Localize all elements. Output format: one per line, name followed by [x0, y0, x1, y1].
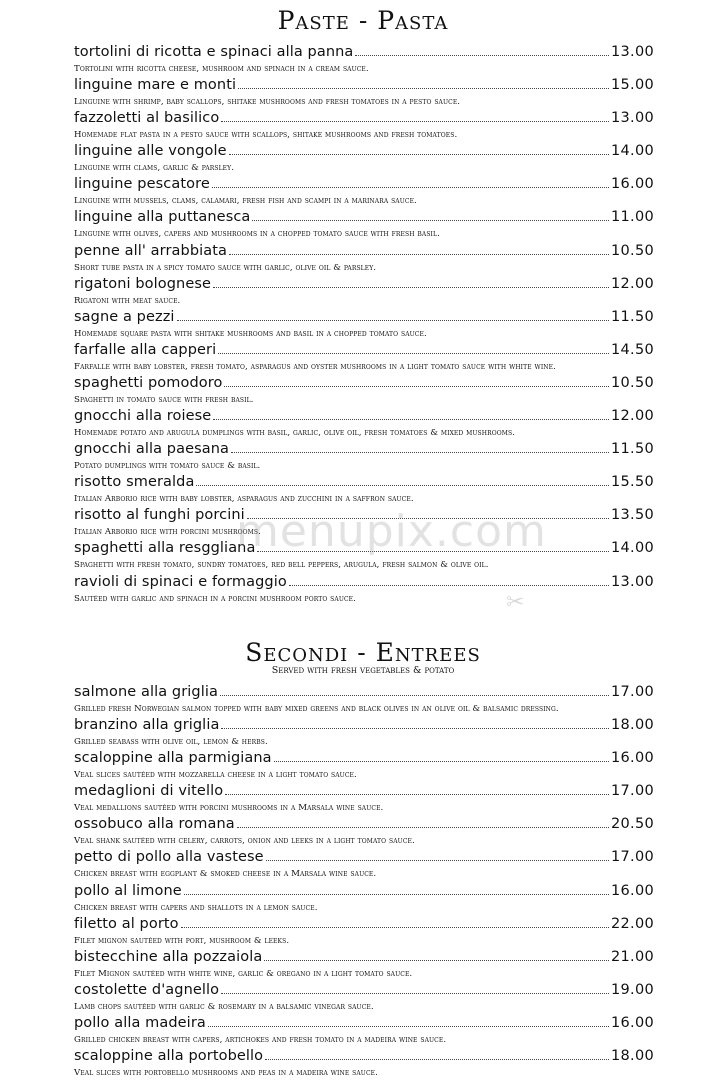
menu-item-line	[74, 1048, 654, 1067]
menu-item-description: Veal slices with portobello mushrooms and peas in a madeira wine sauce.	[74, 1068, 378, 1079]
menu-item-line	[74, 883, 654, 902]
menu-item-price: 14.00	[610, 540, 654, 557]
menu-item-name: fazzoletti al basilico	[74, 110, 220, 127]
menu-item-description: Homemade flat pasta in a pesto sauce with scallops, shitake mushrooms and fresh tomatoes.	[74, 130, 458, 141]
menu-item	[74, 816, 654, 849]
menu-item-price: 15.50	[610, 474, 654, 491]
menu-item-name: linguine mare e monti	[74, 77, 237, 94]
menu-item-description: Homemade potato and arugula dumplings with basil, garlic, olive oil, fresh tomatoes & mixed mushrooms.	[74, 428, 516, 439]
menu-item-description: Tortolini with ricotta cheese, mushroom and spinach in a cream sauce.	[74, 64, 369, 74]
menu-item	[74, 243, 654, 276]
menu-item-name: farfalle alla capperi	[74, 341, 217, 358]
menupix-watermark: menupix.com	[236, 506, 547, 557]
menu-item-description: Potato dumplings with tomato sauce & basil.	[74, 461, 261, 472]
menu-item-price: 20.50	[610, 816, 654, 833]
menu-item-line	[74, 342, 654, 361]
menu-item-line	[74, 143, 654, 162]
menu-item	[74, 982, 654, 1015]
menu-item-description: Homemade square pasta with shitake mushrooms and basil in a chopped tomato sauce.	[74, 328, 427, 339]
menu-item-price: 11.00	[610, 209, 654, 226]
menu-item-name: petto di pollo alla vastese	[74, 849, 264, 866]
dot-leader	[213, 419, 609, 420]
menu-item-description: Chicken breast with capers and shallots in a lemon sauce.	[74, 902, 318, 913]
menu-item-name: pollo alla madeira	[74, 1014, 206, 1031]
menu-item-name: gnocchi alla roiese	[74, 408, 212, 425]
menu-item	[74, 684, 654, 717]
dot-leader	[289, 585, 609, 586]
menu-item-name: linguine alle vongole	[74, 143, 227, 160]
menu-item	[74, 507, 654, 540]
menu-item-price: 16.00	[610, 750, 654, 767]
menu-item	[74, 176, 654, 209]
menu-item-price: 12.00	[610, 275, 654, 292]
menu-item-name: risotto smeralda	[74, 474, 195, 491]
dot-leader	[196, 485, 609, 486]
menu-item-line	[74, 916, 654, 935]
menu-item-line	[74, 574, 654, 593]
menu-item-price: 18.00	[610, 717, 654, 734]
menu-item	[74, 1048, 654, 1081]
menu-item-name: costolette d'agnello	[74, 981, 220, 998]
menu-item-line	[74, 209, 654, 228]
dot-leader	[218, 353, 609, 354]
menu-item-description: Farfalle with baby lobster, fresh tomato, asparagus and oyster mushrooms in a light tomato sauce with white wine.	[74, 361, 556, 372]
secondi-section-title: Secondi - Entrees	[245, 638, 481, 667]
dot-leader	[184, 894, 609, 895]
menu-item-price: 10.50	[610, 242, 654, 259]
menu-item-line	[74, 750, 654, 769]
menu-item-name: risotto al funghi porcini	[74, 507, 245, 524]
menu-item-name: filetto al porto	[74, 915, 179, 932]
menu-item-price: 17.00	[610, 849, 654, 866]
menu-item-line	[74, 540, 654, 559]
menu-item-price: 16.00	[610, 1014, 654, 1031]
menu-item-description: Linguine with mussels, clams, calamari, fresh fish and scampi in a marinara sauce.	[74, 196, 417, 207]
menu-item-description: Grilled fresh Norwegian salmon topped with baby mixed greens and black olives in an olive oil & balsamic dressing.	[74, 704, 559, 714]
menu-item-description: Filet Mignon sautéed with white wine, garlic & oregano in a light tomato sauce.	[74, 968, 413, 979]
dot-leader	[221, 121, 609, 122]
dot-leader	[265, 1059, 609, 1060]
dot-leader	[212, 187, 609, 188]
menu-item	[74, 375, 654, 408]
menu-item	[74, 143, 654, 176]
secondi-subtitle: Served with fresh vegetables & potato	[271, 665, 455, 676]
menu-item-name: ossobuco alla romana	[74, 816, 235, 833]
menu-item-name: medaglioni di vitello	[74, 783, 224, 800]
dot-leader	[221, 993, 609, 994]
menu-item-price: 21.00	[610, 948, 654, 965]
menu-item-price: 18.00	[610, 1048, 654, 1065]
dot-leader	[274, 761, 609, 762]
menu-item-price: 11.50	[610, 308, 654, 325]
menu-item-name: gnocchi alla paesana	[74, 441, 230, 458]
menu-item-price: 11.50	[610, 441, 654, 458]
menu-item	[74, 276, 654, 309]
menu-item-price: 15.00	[610, 77, 654, 94]
menu-item-line	[74, 949, 654, 968]
menu-item	[74, 849, 654, 882]
menu-item-name: scaloppine alla parmigiana	[74, 750, 272, 767]
dot-leader	[264, 960, 609, 961]
menu-item-description: Veal shank sautéed with celery, carrots, onion and leeks in a light tomato sauce.	[74, 836, 415, 847]
menu-item-line	[74, 816, 654, 835]
menu-item-description: Spaghetti in tomato sauce with fresh basil.	[74, 394, 254, 405]
dot-leader	[221, 728, 609, 729]
menu-item-name: penne all' arrabbiata	[74, 242, 228, 259]
menu-item	[74, 540, 654, 573]
menu-item-description: Sautéed with garlic and spinach in a porcini mushroom porto sauce.	[74, 593, 356, 604]
dot-leader	[229, 254, 609, 255]
menu-item	[74, 309, 654, 342]
dot-leader	[266, 860, 609, 861]
menu-item-description: Filet mignon sautéed with port, mushroom & leeks.	[74, 935, 290, 946]
menu-item-name: linguine pescatore	[74, 176, 210, 193]
menu-item-description: Italian Arborio rice with porcini mushrooms.	[74, 527, 261, 538]
dot-leader	[231, 452, 609, 453]
scissors-icon: ✂	[506, 590, 525, 615]
menu-item-description: Linguine with olives, capers and mushrooms in a chopped tomato sauce with fresh basil.	[74, 229, 440, 240]
menu-item-price: 13.00	[610, 110, 654, 127]
menu-item-line	[74, 684, 654, 703]
menu-item	[74, 342, 654, 375]
dot-leader	[247, 518, 609, 519]
menu-item-name: bistecchine alla pozzaiola	[74, 948, 263, 965]
menu-item-price: 12.00	[610, 408, 654, 425]
menu-item-line	[74, 783, 654, 802]
menu-item	[74, 209, 654, 242]
menu-item-description: Italian Arborio rice with baby lobster, asparagus and zucchini in a saffron sauce.	[74, 494, 414, 505]
menu-item	[74, 44, 654, 77]
menu-item-line	[74, 507, 654, 526]
menu-item-description: Veal slices sautéed with mozzarella cheese in a light tomato sauce.	[74, 770, 357, 781]
menu-item-description: Linguine with shrimp, baby scallops, shitake mushrooms and fresh tomatoes in a pesto sauce.	[74, 97, 461, 108]
menu-item-price: 10.50	[610, 374, 654, 391]
menu-item-price: 17.00	[610, 684, 654, 700]
menu-item-line	[74, 375, 654, 394]
menu-item-line	[74, 408, 654, 427]
menu-item-description: Grilled chicken breast with capers, artichokes and fresh tomato in a madeira wine sauce.	[74, 1034, 447, 1045]
menu-item	[74, 441, 654, 474]
menu-item-name: scaloppine alla portobello	[74, 1048, 264, 1065]
menu-item-price: 16.00	[610, 882, 654, 899]
menu-item-line	[74, 717, 654, 736]
menu-item-price: 16.00	[610, 176, 654, 193]
menu-item-description: Veal medallions sautéed with porcini mushrooms in a Marsala wine sauce.	[74, 803, 384, 814]
menu-item-name: linguine alla puttanesca	[74, 209, 251, 226]
dot-leader	[181, 927, 609, 928]
pasta-section-title: Paste - Pasta	[277, 6, 449, 35]
menu-item	[74, 949, 654, 982]
dot-leader	[177, 320, 609, 321]
menu-item-price: 13.50	[610, 507, 654, 524]
menu-item-description: Grilled seabass with olive oil, lemon & herbs.	[74, 737, 268, 748]
secondi-items-list	[74, 684, 654, 1081]
dot-leader	[252, 220, 609, 221]
menu-item	[74, 1015, 654, 1048]
menu-item	[74, 883, 654, 916]
dot-leader	[213, 287, 609, 288]
menu-item-name: tortolini di ricotta e spinaci alla panna	[74, 44, 354, 60]
menu-item-name: pollo al limone	[74, 882, 182, 899]
menu-item	[74, 474, 654, 507]
menu-item	[74, 574, 654, 607]
menu-item-price: 14.00	[610, 143, 654, 160]
menu-item	[74, 916, 654, 949]
menu-item-price: 19.00	[610, 981, 654, 998]
menu-item-description: Short tube pasta in a spicy tomato sauce with garlic, olive oil & parsley.	[74, 262, 377, 273]
menu-item-name: ravioli di spinaci e formaggio	[74, 573, 287, 590]
menu-item	[74, 77, 654, 110]
dot-leader	[224, 386, 609, 387]
menu-item-line	[74, 77, 654, 96]
menu-item	[74, 408, 654, 441]
menu-item-line	[74, 176, 654, 195]
menu-item-description: Rigatoni with meat sauce.	[74, 295, 181, 306]
dot-leader	[229, 154, 609, 155]
menu-item-name: branzino alla griglia	[74, 717, 220, 734]
menu-item-price: 14.50	[610, 341, 654, 358]
menu-item-name: sagne a pezzi	[74, 308, 175, 325]
menu-item-line	[74, 276, 654, 295]
menu-item-name: salmone alla griglia	[74, 684, 218, 700]
menu-item-description: Spaghetti with fresh tomato, sundry tomatoes, red bell peppers, arugula, fresh salmon & olive oil.	[74, 560, 489, 571]
menu-item-price: 13.00	[610, 44, 654, 60]
menu-item-line	[74, 44, 654, 63]
menu-item	[74, 717, 654, 750]
dot-leader	[225, 794, 609, 795]
menu-item	[74, 750, 654, 783]
dot-leader	[238, 88, 609, 89]
dot-leader	[355, 55, 609, 56]
menu-item-line	[74, 309, 654, 328]
pasta-items-list	[74, 44, 654, 607]
menu-item-line	[74, 849, 654, 868]
menu-item-description: Linguine with clams, garlic & parsley.	[74, 163, 235, 174]
menu-item-description: Lamb chops sautéed with garlic & rosemary in a balsamic vinegar sauce.	[74, 1001, 374, 1012]
menu-item-description: Chicken breast with eggplant & smoked cheese in a Marsala wine sauce.	[74, 869, 377, 880]
menu-item-line	[74, 474, 654, 493]
menu-item	[74, 110, 654, 143]
dot-leader	[220, 695, 609, 696]
menu-item-price: 22.00	[610, 915, 654, 932]
menu-item-line	[74, 441, 654, 460]
menu-item-name: spaghetti pomodoro	[74, 374, 223, 391]
dot-leader	[257, 551, 609, 552]
menu-item-line	[74, 243, 654, 262]
menu-item-price: 13.00	[610, 573, 654, 590]
menu-item-line	[74, 982, 654, 1001]
dot-leader	[237, 827, 609, 828]
menu-item-line	[74, 110, 654, 129]
menu-item-price: 17.00	[610, 783, 654, 800]
menu-item	[74, 783, 654, 816]
menu-item-name: rigatoni bolognese	[74, 275, 212, 292]
menu-item-name: spaghetti alla resggliana	[74, 540, 256, 557]
menu-item-line	[74, 1015, 654, 1034]
dot-leader	[208, 1026, 609, 1027]
